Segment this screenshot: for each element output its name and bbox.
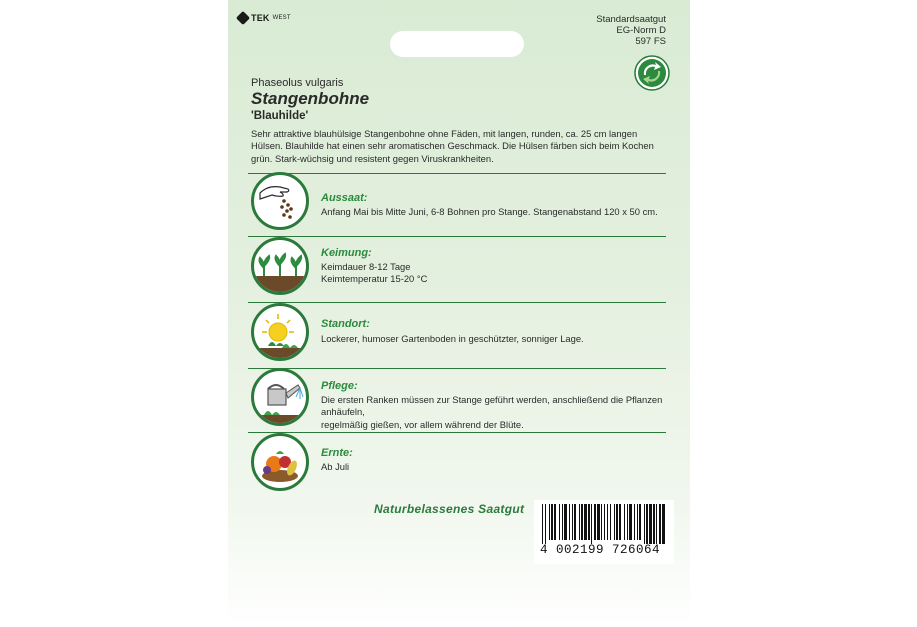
standard-line-2: EG-Norm D <box>616 25 666 36</box>
section-divider <box>248 173 666 174</box>
product-title: Stangenbohne <box>251 89 370 108</box>
seedlings-icon <box>251 237 309 295</box>
barcode <box>534 500 674 564</box>
logo-text: TEK <box>251 13 270 23</box>
brand-logo <box>238 13 291 23</box>
hang-hole <box>390 31 524 57</box>
standard-line-1: Standardsaatgut <box>596 14 666 25</box>
section-divider <box>248 302 666 303</box>
section-line: Keimtemperatur 15-20 °C <box>321 273 428 285</box>
section-line: Anfang Mai bis Mitte Juni, 6-8 Bohnen pro Stange. Stangenabstand 120 x 50 cm. <box>321 206 658 217</box>
sowing-hand-icon <box>251 172 309 230</box>
species-latin: Phaseolus vulgaris <box>251 77 344 89</box>
section-text-keimung <box>321 261 671 286</box>
section-line: Ab Juli <box>321 461 350 472</box>
green-dot-icon <box>634 55 670 91</box>
section-divider <box>248 432 666 433</box>
harvest-basket-icon <box>251 433 309 491</box>
section-divider <box>248 236 666 237</box>
barcode-bars <box>534 500 674 544</box>
section-text-pflege <box>321 394 671 431</box>
barcode-number: 4 002199 726064 <box>540 543 661 557</box>
section-title-aussaat: Aussaat: <box>321 192 368 204</box>
section-title-standort: Standort: <box>321 318 370 330</box>
logo-mark-icon <box>236 11 250 25</box>
section-text-standort <box>321 333 671 345</box>
standard-info <box>596 14 666 47</box>
description: Sehr attraktive blauhülsige Stangenbohne ohne Fäden, mit langen, runden, ca. 25 cm langen Hülsen. Blauhilde hat einen sehr aromatischen Geschmack. Die Hülsen färben sich beim Kochen grün. Stark-wüchsig und resistent gegen Viruskrankheiten. <box>251 128 654 164</box>
sun-icon <box>251 303 309 361</box>
section-title-keimung: Keimung: <box>321 247 372 259</box>
logo-subtext: WEST <box>272 15 291 21</box>
section-line: Lockerer, humoser Gartenboden in geschützter, sonniger Lage. <box>321 333 584 344</box>
watering-can-icon <box>251 368 309 426</box>
section-title-ernte: Ernte: <box>321 447 353 459</box>
variety-name: 'Blauhilde' <box>251 110 309 122</box>
seed-packet-back <box>228 0 690 627</box>
section-line: Die ersten Ranken müssen zur Stange geführt werden, anschließend die Pflanzen anhäufeln, <box>321 394 663 418</box>
section-text-ernte <box>321 461 671 473</box>
standard-line-3: 597 FS <box>635 36 666 47</box>
section-line: Keimdauer 8-12 Tage <box>321 261 411 272</box>
section-divider <box>248 368 666 369</box>
slogan: Naturbelassenes Saatgut <box>374 502 525 516</box>
section-text-aussaat <box>321 206 671 218</box>
section-title-pflege: Pflege: <box>321 380 358 392</box>
section-line: regelmäßig gießen, vor allem während der Blüte. <box>321 418 524 430</box>
